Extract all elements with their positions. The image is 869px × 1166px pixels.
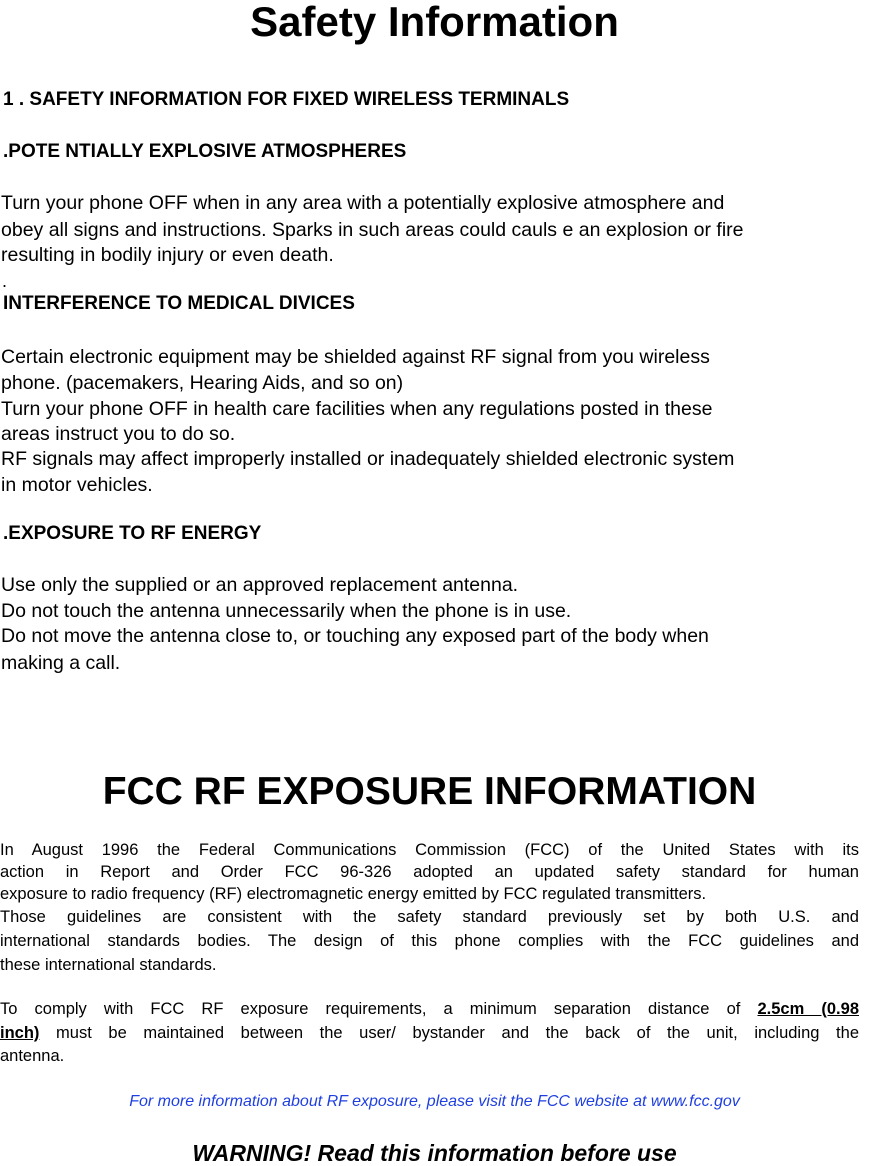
fcc-compliance-line: antenna. bbox=[0, 1047, 65, 1065]
explosive-text-line: resulting in bodily injury or even death. bbox=[1, 244, 334, 266]
fcc-paragraph-line: Those guidelines are consistent with the safety standard previously set by both U.S. and bbox=[0, 908, 859, 926]
rf-energy-text-line: Do not touch the antenna unnecessarily when the phone is in use. bbox=[1, 600, 572, 622]
fcc-more-info-note: For more information about RF exposure, please visit the FCC website at www.fcc.gov bbox=[129, 1093, 740, 1110]
fcc-paragraph-line: action in Report and Order FCC 96-326 adopted an updated safety standard for human bbox=[0, 863, 859, 881]
explosive-text-line: Turn your phone OFF when in any area with a potentially explosive atmosphere and bbox=[1, 192, 725, 214]
rf-energy-text-line: Use only the supplied or an approved replacement antenna. bbox=[1, 574, 519, 596]
rf-energy-text-line: making a call. bbox=[1, 652, 121, 674]
separator-dot: . bbox=[2, 271, 8, 291]
medical-text-line: areas instruct you to do so. bbox=[1, 423, 236, 445]
medical-text-line: phone. (pacemakers, Hearing Aids, and so on) bbox=[1, 372, 404, 394]
page-title: Safety Information bbox=[250, 0, 619, 45]
separation-distance-unit: inch) bbox=[0, 1024, 40, 1042]
rf-energy-text-line: Do not move the antenna close to, or touching any exposed part of the body when bbox=[1, 625, 709, 647]
fcc-paragraph-line: In August 1996 the Federal Communications Commission (FCC) of the United States with its bbox=[0, 841, 859, 859]
medical-text-line: Certain electronic equipment may be shielded against RF signal from you wireless bbox=[1, 346, 710, 368]
subheading-medical-devices: INTERFERENCE TO MEDICAL DIVICES bbox=[3, 293, 355, 314]
fcc-section-title: FCC RF EXPOSURE INFORMATION bbox=[102, 770, 757, 813]
section-heading-fixed-wireless: 1 . SAFETY INFORMATION FOR FIXED WIRELESS TERMINALS bbox=[3, 89, 570, 110]
medical-text-line: Turn your phone OFF in health care facilities when any regulations posted in these bbox=[1, 398, 713, 420]
fcc-paragraph-line: these international standards. bbox=[0, 956, 217, 974]
fcc-paragraph-line: international standards bodies. The design of this phone complies with the FCC guidelines and bbox=[0, 932, 859, 950]
fcc-paragraph-line: exposure to radio frequency (RF) electromagnetic energy emitted by FCC regulated transmitters. bbox=[0, 885, 707, 903]
subheading-rf-energy: .EXPOSURE TO RF ENERGY bbox=[3, 523, 262, 544]
separation-distance-value: 2.5cm (0.98 bbox=[757, 1000, 859, 1018]
subheading-explosive-atmospheres: .POTE NTIALLY EXPLOSIVE ATMOSPHERES bbox=[3, 141, 407, 162]
medical-text-line: RF signals may affect improperly installed or inadequately shielded electronic system bbox=[1, 448, 735, 470]
medical-text-line: in motor vehicles. bbox=[1, 474, 153, 496]
explosive-text-line: obey all signs and instructions. Sparks in such areas could cauls e an explosion or fire bbox=[1, 219, 744, 241]
fcc-compliance-line bbox=[0, 1023, 859, 1043]
compliance-text: must be maintained between the user/ bystander and the back of the unit, including the bbox=[56, 1024, 859, 1042]
warning-text: WARNING! Read this information before use bbox=[192, 1140, 677, 1166]
fcc-compliance-line bbox=[0, 999, 859, 1019]
compliance-text: To comply with FCC RF exposure requirements, a minimum separation distance of bbox=[0, 1000, 741, 1018]
